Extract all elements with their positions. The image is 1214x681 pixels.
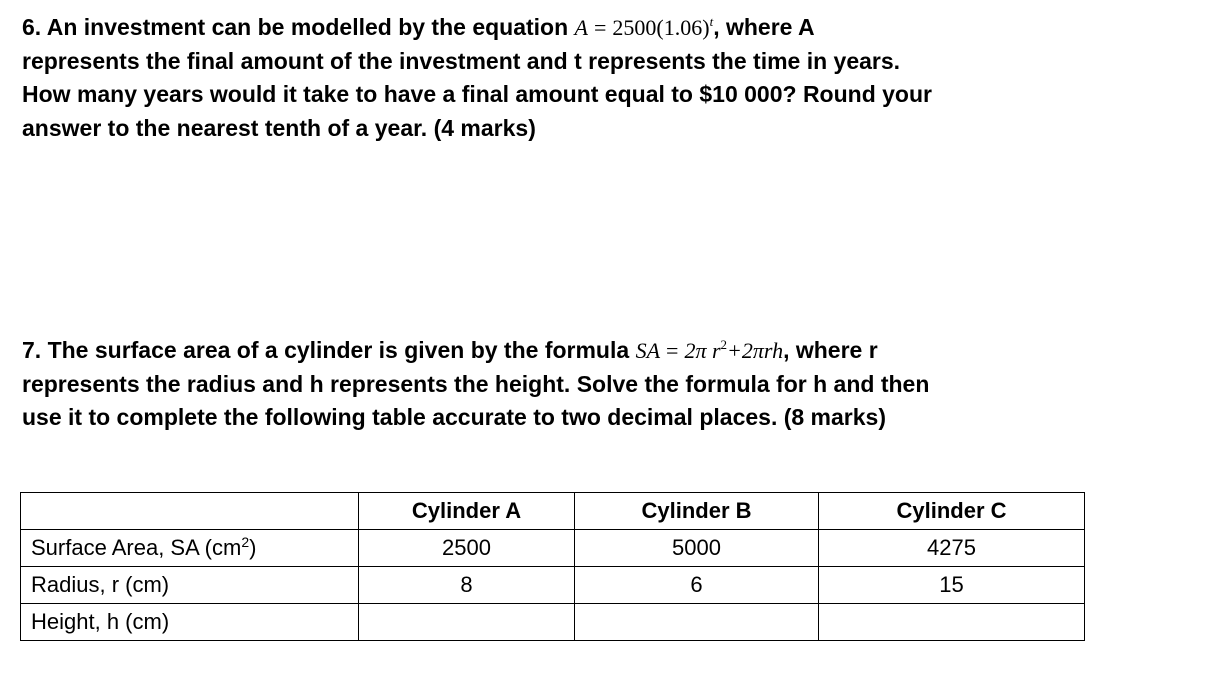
formula-exponent: 2 [720,337,728,352]
formula-term-2: +2πrh [727,338,784,363]
equation-base: 2500(1.06) [612,15,710,40]
question-6 [22,11,932,145]
formula-lhs: SA [635,338,661,363]
cylinder-table [20,492,1085,641]
row-label-surface-area: Surface Area, SA $(cm^2)$ [21,530,359,567]
question-7-intro: The surface area of a cylinder is given by the formula [47,337,630,363]
question-6-line-3: How many years would it take to have a final amount equal to $10 000? Round your [22,81,932,107]
question-7-outro: , where r [783,337,878,363]
table-header-row [21,493,1085,530]
formula-term-1: 2π r [684,338,721,363]
question-6-line-4: answer to the nearest tenth of a year. (4 marks) [22,114,536,141]
cell-surface-area-a: 2500 [359,530,575,567]
question-7-line-3: use it to complete the following table accurate to two decimal places. (8 marks) [22,404,886,430]
cell-radius-b: 6 [575,567,819,604]
table-row-radius [21,567,1085,604]
cell-height-b[interactable] [575,604,819,641]
row-label-radius: Radius, r (cm) [21,567,359,604]
question-7-number: 7. [22,337,42,363]
row-label-height: Height, h (cm) [21,604,359,641]
cell-radius-c: 15 [819,567,1085,604]
question-7 [22,334,929,435]
equation-lhs: A [574,15,588,40]
question-6-line-1 [22,11,932,45]
cell-height-a[interactable] [359,604,575,641]
formula-equals: = [666,338,679,363]
equation-equals: = [594,15,607,40]
cell-height-c[interactable] [819,604,1085,641]
table-row-surface-area [21,530,1085,567]
investment-equation [575,15,714,40]
question-6-intro: An investment can be modelled by the equation [46,14,569,40]
surface-area-formula [636,338,784,363]
question-7-line-2: represents the radius and h represents the height. Solve the formula for h and then [22,370,930,397]
question-6-outro: , where A [713,14,815,40]
cell-radius-a: 8 [359,567,575,604]
table-row-height [21,604,1085,641]
question-6-number: 6. [22,14,42,40]
cell-surface-area-c: 4275 [819,530,1085,567]
table-header-cylinder-a: Cylinder A [359,493,575,530]
equation-exponent: t [709,14,714,29]
question-7-line-1 [22,334,929,368]
table-header-blank [21,493,359,530]
table-header-cylinder-c: Cylinder C [819,493,1085,530]
cell-surface-area-b: 5000 [575,530,819,567]
table-header-cylinder-b: Cylinder B [575,493,819,530]
question-6-line-2: represents the final amount of the investment and t represents the time in years. [22,47,901,74]
